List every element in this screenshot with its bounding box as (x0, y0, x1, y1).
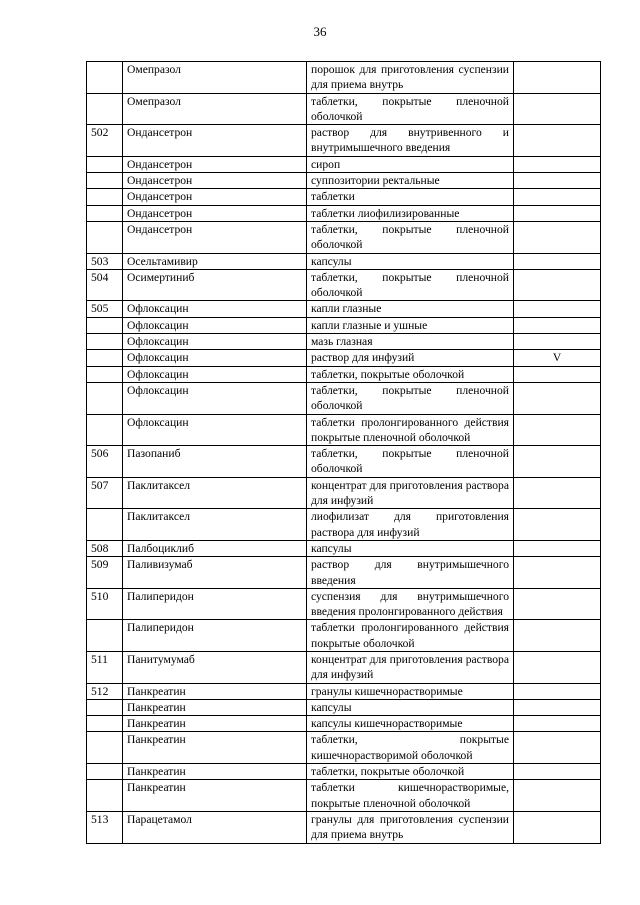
table-row (87, 732, 601, 764)
table-row (87, 189, 601, 205)
dosage-form-cell: таблетки (307, 189, 514, 205)
dosage-form-cell: раствор для инфузий (307, 350, 514, 366)
table-row (87, 382, 601, 414)
mark-cell (514, 189, 601, 205)
drug-name-cell: Паливизумаб (123, 557, 307, 589)
row-number-cell (87, 732, 123, 764)
dosage-form-cell: концентрат для приготовления раствора для инфузий (307, 651, 514, 683)
drug-name-cell: Панкреатин (123, 716, 307, 732)
dosage-form-cell: таблетки, покрытые пленочной оболочкой (307, 382, 514, 414)
mark-cell (514, 764, 601, 780)
mark-cell (514, 477, 601, 509)
table-row (87, 269, 601, 301)
drug-name-cell: Омепразол (123, 62, 307, 94)
mark-cell (514, 382, 601, 414)
dosage-form-cell: таблетки, покрытые пленочной оболочкой (307, 446, 514, 478)
dosage-form-cell: капли глазные и ушные (307, 317, 514, 333)
table-row (87, 699, 601, 715)
dosage-form-cell: капсулы кишечнорастворимые (307, 716, 514, 732)
mark-cell (514, 732, 601, 764)
drug-name-cell: Ондансетрон (123, 205, 307, 221)
dosage-form-cell: таблетки, покрытые оболочкой (307, 764, 514, 780)
row-number-cell (87, 764, 123, 780)
drug-name-cell: Паклитаксел (123, 477, 307, 509)
table-row (87, 317, 601, 333)
table-row (87, 350, 601, 366)
row-number-cell (87, 350, 123, 366)
row-number-cell (87, 156, 123, 172)
mark-cell (514, 156, 601, 172)
dosage-form-cell: суппозитории ректальные (307, 173, 514, 189)
row-number-cell: 511 (87, 651, 123, 683)
mark-cell (514, 334, 601, 350)
dosage-form-cell: раствор для внутривенного и внутримышечного введения (307, 125, 514, 157)
mark-cell (514, 221, 601, 253)
drug-name-cell: Панкреатин (123, 764, 307, 780)
table-row (87, 651, 601, 683)
drug-name-cell: Офлоксацин (123, 366, 307, 382)
dosage-form-cell: капли глазные (307, 301, 514, 317)
table-row (87, 509, 601, 541)
drug-name-cell: Панкреатин (123, 683, 307, 699)
mark-cell (514, 414, 601, 446)
mark-cell (514, 269, 601, 301)
dosage-form-cell: таблетки пролонгированного действия покрытые пленочной оболочкой (307, 414, 514, 446)
dosage-form-cell: порошок для приготовления суспензии для приема внутрь (307, 62, 514, 94)
table-row (87, 716, 601, 732)
drug-name-cell: Ондансетрон (123, 156, 307, 172)
drug-name-cell: Панитумумаб (123, 651, 307, 683)
dosage-form-cell: таблетки, покрытые пленочной оболочкой (307, 93, 514, 125)
drug-name-cell: Палбоциклиб (123, 540, 307, 556)
dosage-form-cell: таблетки кишечнорастворимые, покрытые пленочной оболочкой (307, 780, 514, 812)
dosage-form-cell: таблетки пролонгированного действия покрытые оболочкой (307, 620, 514, 652)
drug-name-cell: Ондансетрон (123, 189, 307, 205)
table-row (87, 334, 601, 350)
row-number-cell (87, 509, 123, 541)
row-number-cell: 504 (87, 269, 123, 301)
dosage-form-cell: капсулы (307, 540, 514, 556)
table-row (87, 764, 601, 780)
mark-cell (514, 317, 601, 333)
row-number-cell (87, 173, 123, 189)
dosage-form-cell: сироп (307, 156, 514, 172)
row-number-cell: 509 (87, 557, 123, 589)
drug-name-cell: Ондансетрон (123, 173, 307, 189)
row-number-cell: 513 (87, 811, 123, 843)
row-number-cell (87, 716, 123, 732)
drug-name-cell: Офлоксацин (123, 350, 307, 366)
row-number-cell: 507 (87, 477, 123, 509)
table-row (87, 156, 601, 172)
mark-cell (514, 716, 601, 732)
table-row (87, 620, 601, 652)
dosage-form-cell: мазь глазная (307, 334, 514, 350)
drug-name-cell: Панкреатин (123, 780, 307, 812)
dosage-form-cell: таблетки лиофилизированные (307, 205, 514, 221)
table-row (87, 683, 601, 699)
drug-table (86, 61, 601, 844)
mark-cell (514, 446, 601, 478)
row-number-cell (87, 414, 123, 446)
mark-cell (514, 780, 601, 812)
drug-name-cell: Осельтамивир (123, 253, 307, 269)
row-number-cell (87, 620, 123, 652)
mark-cell (514, 683, 601, 699)
row-number-cell (87, 189, 123, 205)
row-number-cell (87, 780, 123, 812)
mark-cell (514, 205, 601, 221)
table-row (87, 173, 601, 189)
drug-name-cell: Офлоксацин (123, 414, 307, 446)
mark-cell (514, 699, 601, 715)
table-row (87, 221, 601, 253)
drug-name-cell: Пазопаниб (123, 446, 307, 478)
dosage-form-cell: таблетки, покрытые оболочкой (307, 366, 514, 382)
table-row (87, 540, 601, 556)
row-number-cell (87, 93, 123, 125)
drug-name-cell: Парацетамол (123, 811, 307, 843)
mark-cell (514, 366, 601, 382)
row-number-cell: 512 (87, 683, 123, 699)
table-body (87, 62, 601, 844)
drug-name-cell: Панкреатин (123, 732, 307, 764)
mark-cell (514, 93, 601, 125)
drug-name-cell: Паклитаксел (123, 509, 307, 541)
table-row (87, 588, 601, 620)
drug-name-cell: Офлоксацин (123, 334, 307, 350)
dosage-form-cell: таблетки, покрытые пленочной оболочкой (307, 221, 514, 253)
dosage-form-cell: суспензия для внутримышечного введения пролонгированного действия (307, 588, 514, 620)
drug-name-cell: Ондансетрон (123, 125, 307, 157)
dosage-form-cell: лиофилизат для приготовления раствора для инфузий (307, 509, 514, 541)
drug-name-cell: Офлоксацин (123, 317, 307, 333)
drug-name-cell: Палиперидон (123, 588, 307, 620)
table-row (87, 477, 601, 509)
mark-cell: V (514, 350, 601, 366)
dosage-form-cell: таблетки, покрытые пленочной оболочкой (307, 269, 514, 301)
dosage-form-cell: гранулы для приготовления суспензии для приема внутрь (307, 811, 514, 843)
mark-cell (514, 509, 601, 541)
mark-cell (514, 620, 601, 652)
table-row (87, 301, 601, 317)
table-row (87, 557, 601, 589)
row-number-cell: 502 (87, 125, 123, 157)
row-number-cell (87, 205, 123, 221)
mark-cell (514, 540, 601, 556)
mark-cell (514, 62, 601, 94)
mark-cell (514, 125, 601, 157)
drug-name-cell: Офлоксацин (123, 382, 307, 414)
dosage-form-cell: капсулы (307, 699, 514, 715)
mark-cell (514, 253, 601, 269)
row-number-cell (87, 62, 123, 94)
row-number-cell (87, 382, 123, 414)
dosage-form-cell: капсулы (307, 253, 514, 269)
page-number: 36 (313, 24, 327, 39)
table-row (87, 811, 601, 843)
row-number-cell: 510 (87, 588, 123, 620)
dosage-form-cell: раствор для внутримышечного введения (307, 557, 514, 589)
drug-name-cell: Панкреатин (123, 699, 307, 715)
dosage-form-cell: концентрат для приготовления раствора для инфузий (307, 477, 514, 509)
drug-name-cell: Офлоксацин (123, 301, 307, 317)
row-number-cell (87, 221, 123, 253)
row-number-cell: 505 (87, 301, 123, 317)
row-number-cell: 506 (87, 446, 123, 478)
table-row (87, 780, 601, 812)
table-row (87, 93, 601, 125)
table-row (87, 125, 601, 157)
row-number-cell (87, 699, 123, 715)
mark-cell (514, 651, 601, 683)
table-row (87, 366, 601, 382)
dosage-form-cell: гранулы кишечнорастворимые (307, 683, 514, 699)
drug-name-cell: Осимертиниб (123, 269, 307, 301)
table-row (87, 205, 601, 221)
row-number-cell: 503 (87, 253, 123, 269)
drug-name-cell: Омепразол (123, 93, 307, 125)
mark-cell (514, 557, 601, 589)
mark-cell (514, 588, 601, 620)
table-row (87, 62, 601, 94)
row-number-cell: 508 (87, 540, 123, 556)
row-number-cell (87, 366, 123, 382)
table-row (87, 446, 601, 478)
mark-cell (514, 811, 601, 843)
mark-cell (514, 301, 601, 317)
row-number-cell (87, 317, 123, 333)
dosage-form-cell: таблетки, покрытые кишечнорастворимой оболочкой (307, 732, 514, 764)
mark-cell (514, 173, 601, 189)
table-row (87, 414, 601, 446)
drug-name-cell: Ондансетрон (123, 221, 307, 253)
row-number-cell (87, 334, 123, 350)
drug-name-cell: Палиперидон (123, 620, 307, 652)
table-row (87, 253, 601, 269)
